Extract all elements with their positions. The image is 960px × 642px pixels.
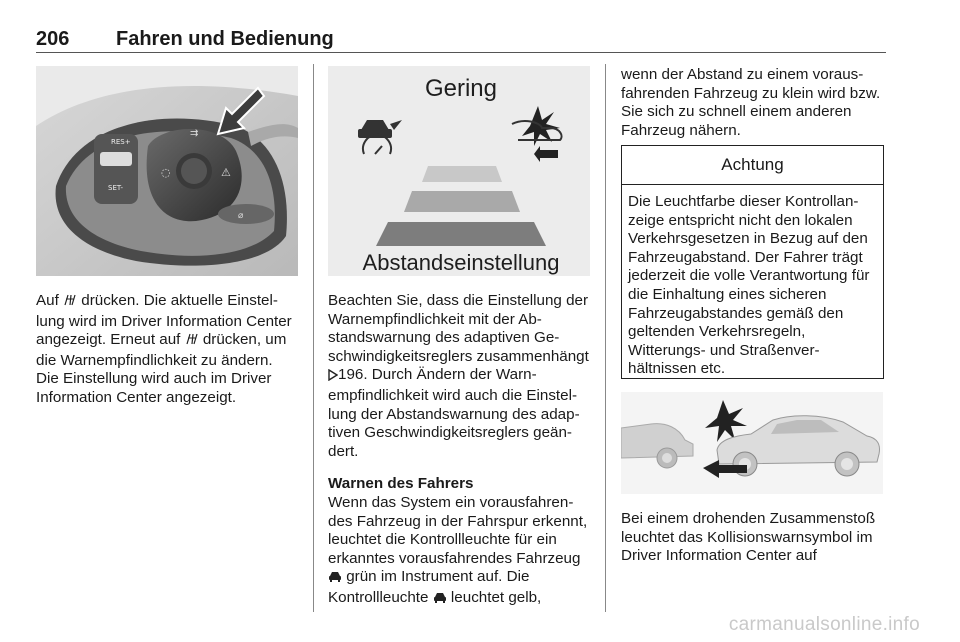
page-reference-arrow-icon	[328, 368, 338, 387]
svg-text:◌: ◌	[161, 166, 171, 179]
column-3-text	[621, 66, 887, 154]
column-2-text	[328, 292, 592, 610]
steering-wheel-controls-image	[36, 66, 298, 276]
page-reference[interactable]: 196	[338, 366, 364, 384]
warning-box	[621, 145, 884, 379]
watermark: carmanualsonline.info	[728, 614, 920, 635]
leading-car-icon	[621, 424, 693, 468]
following-distance-icon	[185, 332, 199, 352]
collision-cars-image	[621, 392, 883, 494]
distance-too-close-paragraph: wenn der Abstand zu einem vorausfahrenden Fahrzeug zu klein wird bzw. Sie sich zu schnell einem anderen Fahrzeug nähern.	[621, 66, 881, 139]
distance-setting-display-image	[328, 66, 590, 276]
svg-text:⌀: ⌀	[238, 211, 244, 221]
following-distance-icon	[63, 293, 77, 313]
header-rule	[36, 52, 886, 53]
warning-body: Die Leuchtfarbe dieser Kontrollanzeige entspricht nicht den lokalen Verkehrsgesetzen in Bezug auf den Fahrzeugabstand. Der Fahrer trägt jederzeit die volle Verantwortung für die Einhaltung eines sicheren Fahrzeugabstandes gemäß den geltenden Verkehrsregeln, Witterungs- und Straßenverhältnissen etc.	[628, 193, 870, 378]
column-divider-1	[313, 64, 314, 612]
column-divider-2	[605, 64, 606, 612]
vehicle-ahead-icon	[328, 570, 342, 589]
set-minus-label: SET-	[108, 184, 124, 192]
display-caption: Abstandseinstellung	[362, 250, 560, 275]
collision-warning-icon	[512, 106, 562, 162]
sensitivity-paragraph: Beachten Sie, dass die Einstellung der Warnempfindlichkeit mit der Abstandswarnung des adaptiven Geschwindigkeitsreglers zusammenhängt 196. Durch Ändern der Warnempfindlichkeit wird auch die Einstellung der Abstandswarnung des adaptiven Geschwindigkeitsreglers geändert.	[328, 292, 589, 460]
driver-warning-section: Warnen des Fahrers Wenn das System ein vorausfahrendes Fahrzeug in der Fahrspur erkennt, leuchtet die Kontrollleuchte für ein erkanntes vorausfahrendes Fahrzeug grün im Instrument auf. Die Kontrollleuchte leuchtet gelb,	[328, 475, 592, 609]
column-1-text	[36, 292, 298, 422]
svg-text:⇉: ⇉	[190, 128, 199, 139]
page-number: 206	[36, 28, 70, 50]
distance-button-paragraph: Auf drücken. Die aktuelle Einstellung wird im Driver Information Center angezeigt. Erneut auf drücken, um die Warnempfindlichkeit zu ändern. Die Einstellung wird auch im Driver Information Center angezeigt.	[36, 292, 292, 406]
warning-title: Achtung	[622, 146, 883, 185]
page-header	[36, 28, 886, 54]
vehicle-ahead-icon	[433, 591, 447, 610]
vehicle-ahead-gauge-icon	[358, 120, 402, 154]
collision-symbol-paragraph: Bei einem drohenden Zusammenstoß leuchtet das Kollisionswarnsymbol im Driver Information Center auf	[621, 510, 876, 565]
svg-text:⚠: ⚠	[221, 166, 231, 179]
level-label: Gering	[424, 75, 498, 102]
section-heading: Warnen des Fahrers	[328, 475, 474, 493]
column-3-bottom-text	[621, 510, 887, 580]
res-plus-label: RES+	[111, 138, 131, 146]
chapter-title: Fahren und Bedienung	[116, 28, 334, 50]
